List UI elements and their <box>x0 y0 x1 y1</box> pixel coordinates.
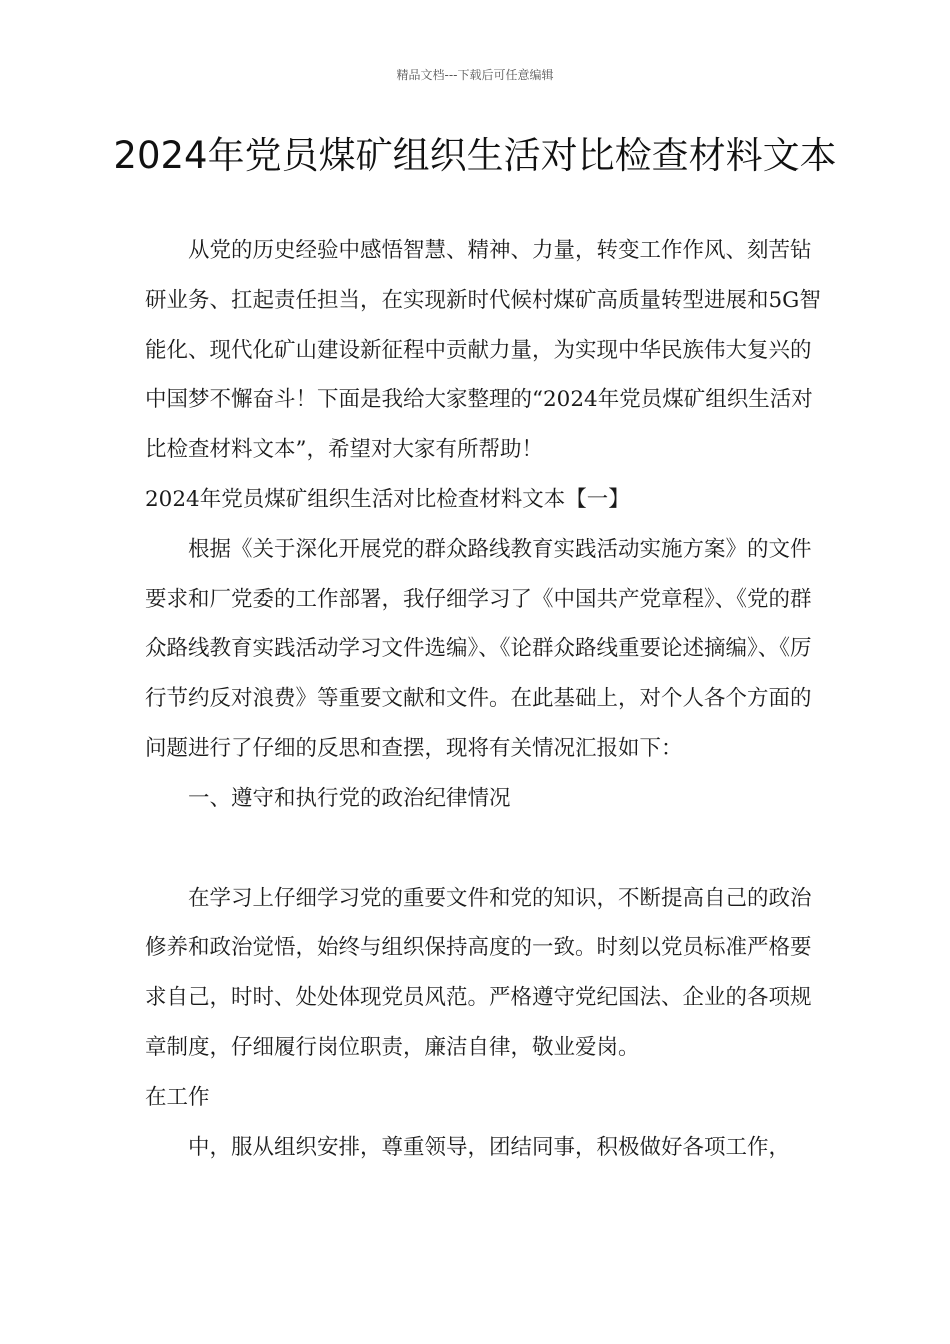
paragraph-3: 中，服从组织安排，尊重领导，团结同事，积极做好各项工作， <box>188 1134 791 1160</box>
section-heading: 2024年党员煤矿组织生活对比检查材料文本【一】 <box>145 486 630 512</box>
document-title: 2024年党员煤矿组织生活对比检查材料文本 <box>113 134 837 177</box>
item-heading-1: 一、遵守和执行党的政治纪律情况 <box>188 785 511 811</box>
paragraph-2: 在学习上仔细学习党的重要文件和党的知识，不断提高自己的政治修养和政治觉悟，始终与组织保持高度的一致。时刻以党员标准严格要求自己，时时、处处体现党员风范。严格遵守党纪国法、企业的各项规章制度，仔细履行岗位职责，廉洁自律，敬业爱岗。 <box>145 885 812 1060</box>
paragraph-1: 根据《关于深化开展党的群众路线教育实践活动实施方案》的文件要求和厂党委的工作部署，我仔细学习了《中国共产党章程》、《党的群众路线教育实践活动学习文件选编》、《论群众路线重要论述摘编》、《厉行节约反对浪费》等重要文献和文件。在此基础上，对个人各个方面的问题进行了仔细的反思和查摆，现将有关情况汇报如下： <box>145 536 812 761</box>
page-header: 精品文档---下载后可任意编辑 <box>396 68 554 82</box>
document-body <box>145 226 825 1172</box>
intro-paragraph: 从党的历史经验中感悟智慧、精神、力量，转变工作作风、刻苦钻研业务、扛起责任担当，在实现新时代候村煤矿高质量转型进展和5G智能化、现代化矿山建设新征程中贡献力量，为实现中华民族伟大复兴的中国梦不懈奋斗！下面是我给大家整理的“2024年党员煤矿组织生活对比检查材料文本”，希望对大家有所帮助！ <box>145 238 821 463</box>
paragraph-2-tail: 在工作 <box>145 1084 210 1110</box>
blank-line <box>145 824 825 874</box>
